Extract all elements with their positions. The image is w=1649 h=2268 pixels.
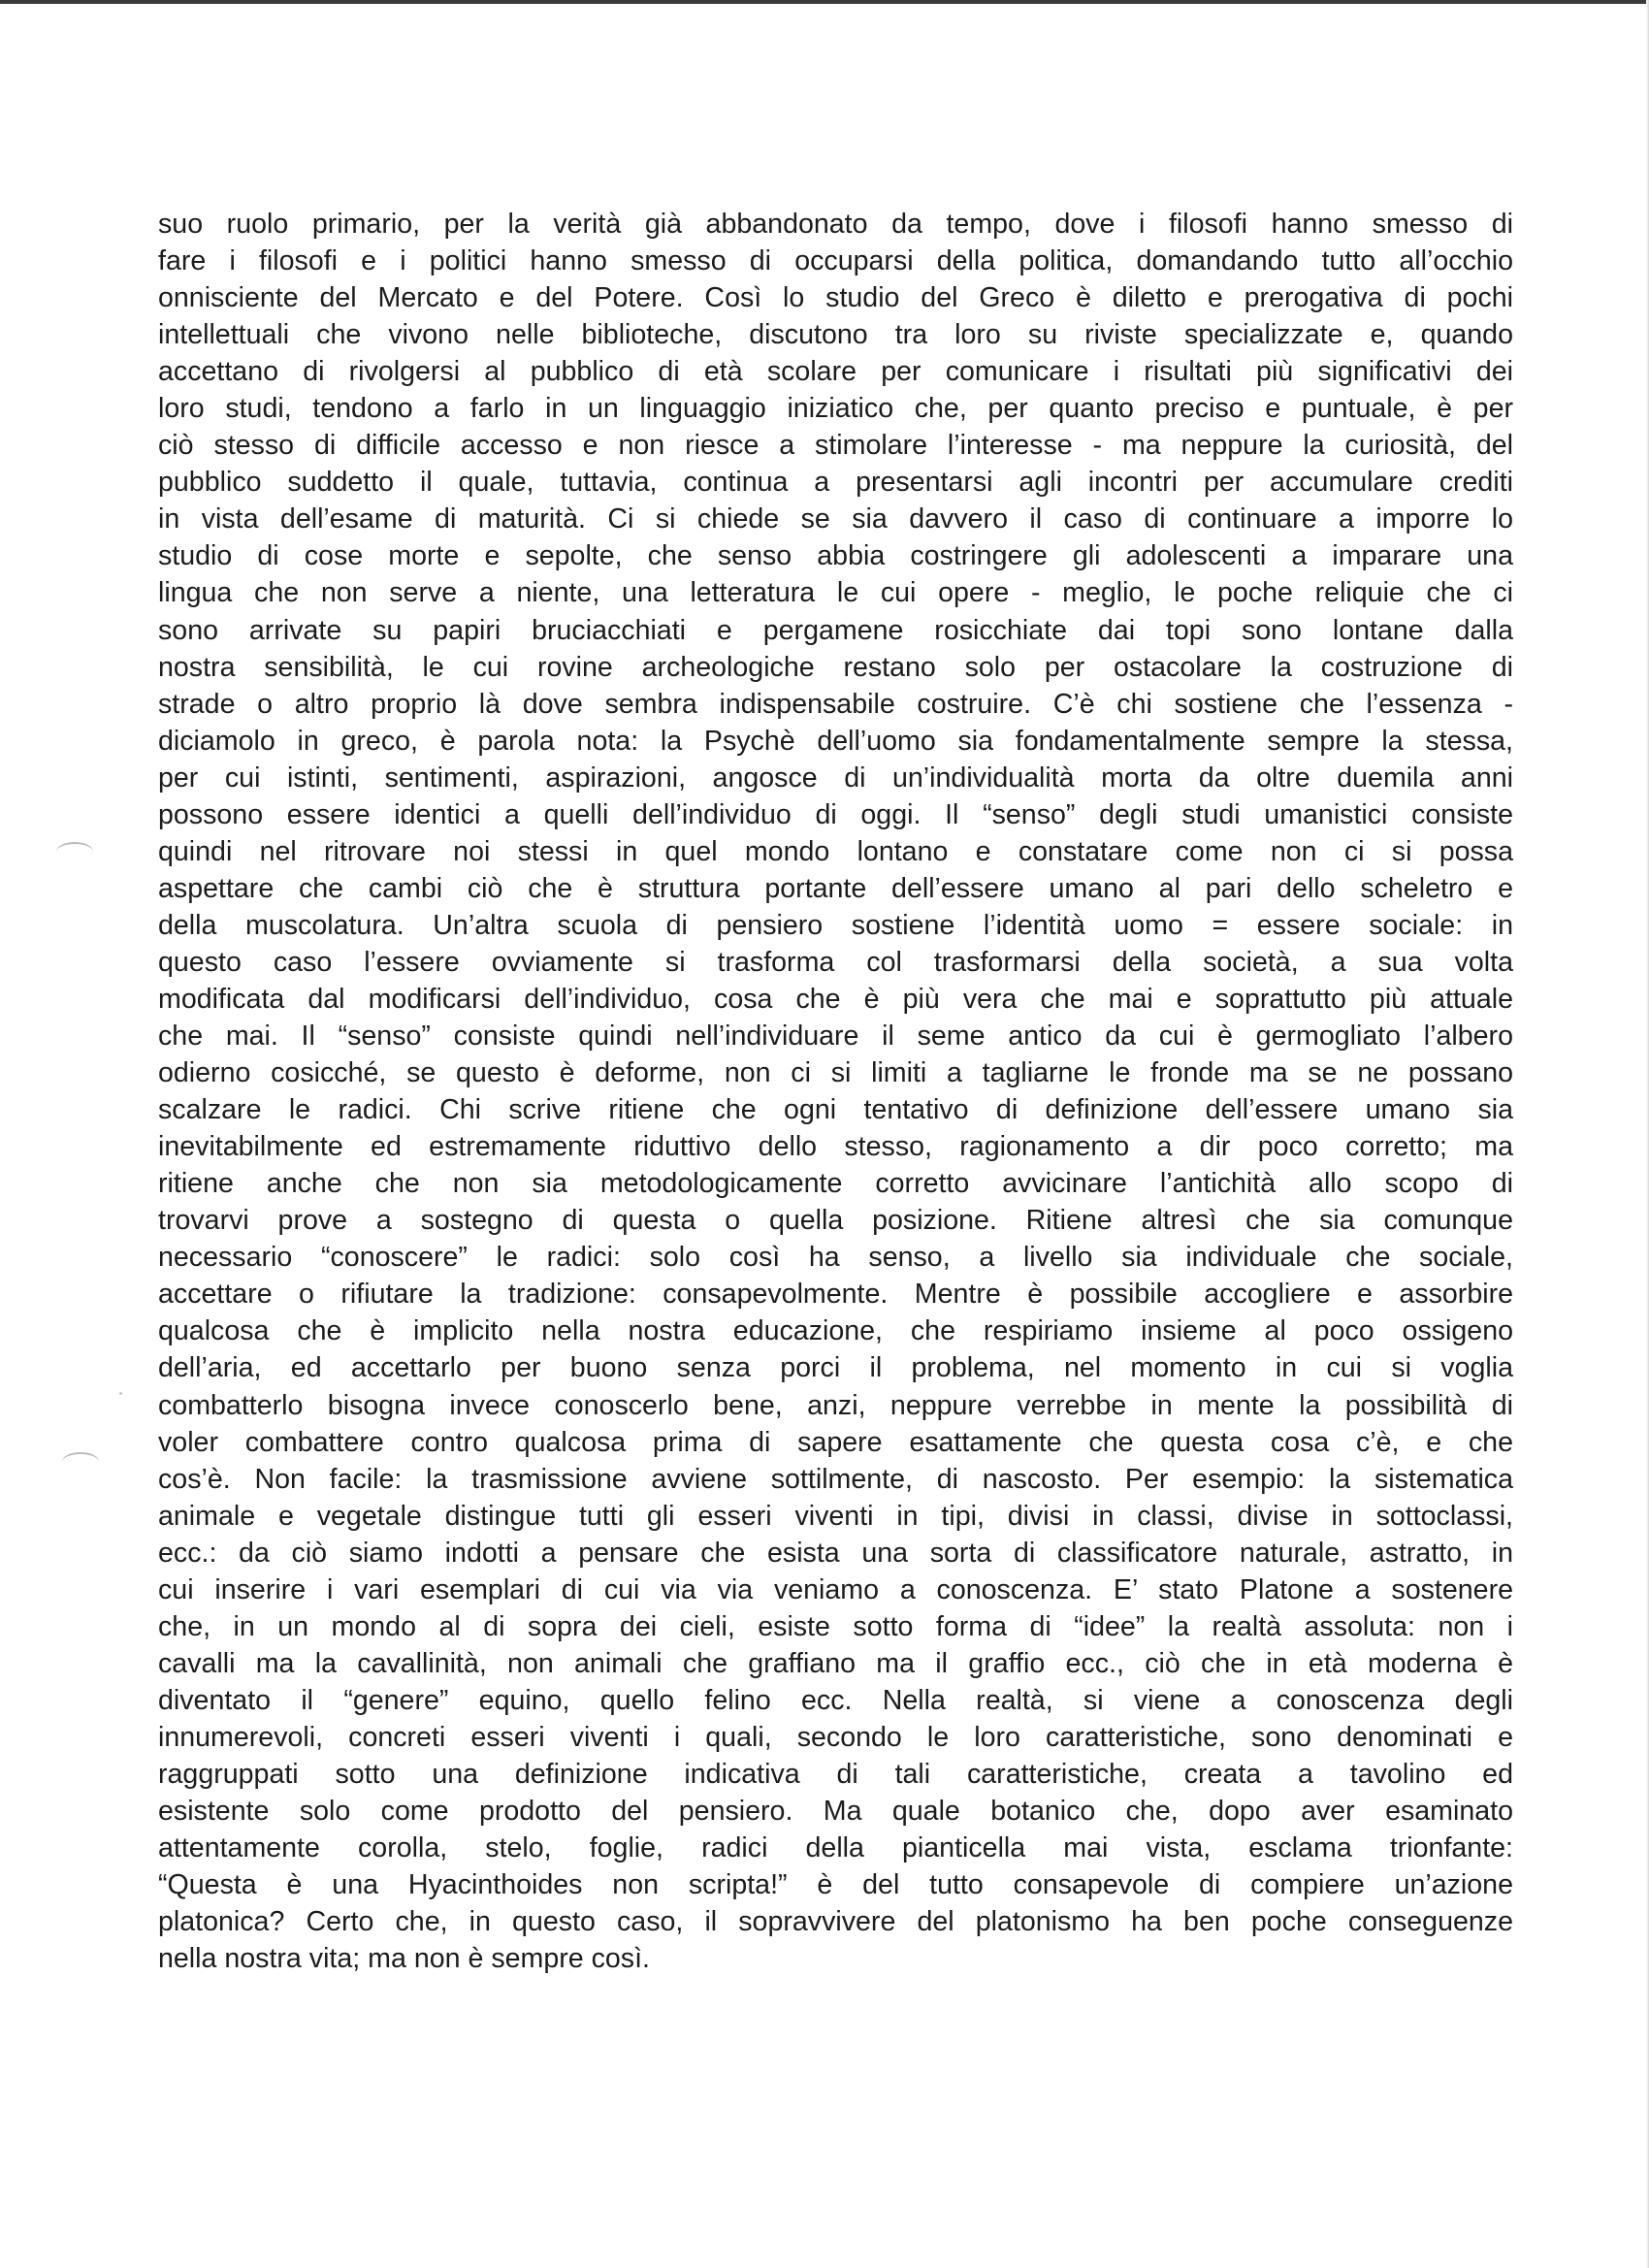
text-line: cavalli ma la cavallinità, non animali che graffiano ma il graffio ecc., ciò che in età moderna è	[158, 1647, 1513, 1679]
text-line: aspettare che cambi ciò che è struttura portante dell’essere umano al pari dello scheletro e	[158, 872, 1513, 904]
scan-speck	[119, 1392, 122, 1395]
text-line: in vista dell’esame di maturità. Ci si chiede se sia davvero il caso di continuare a imporre lo	[158, 503, 1513, 535]
text-line: voler combattere contro qualcosa prima di sapere esattamente che questa cosa c’è, e che	[158, 1426, 1513, 1458]
scan-edge-top	[0, 0, 1649, 4]
text-line: che, in un mondo al di sopra dei cieli, esiste sotto forma di “idee” la realtà assoluta: non i	[158, 1610, 1513, 1642]
text-line: sono arrivate su papiri bruciacchiati e pergamene rosicchiate dai topi sono lontane dalla	[158, 614, 1513, 646]
text-line: nostra sensibilità, le cui rovine archeologiche restano solo per ostacolare la costruzione di	[158, 651, 1513, 683]
text-line: della muscolatura. Un’altra scuola di pensiero sostiene l’identità uomo = essere sociale: in	[158, 909, 1513, 941]
text-line: quindi nel ritrovare noi stessi in quel mondo lontano e constatare come non ci si possa	[158, 835, 1513, 867]
text-line: possono essere identici a quelli dell’individuo di oggi. Il “senso” degli studi umanistici consiste	[158, 798, 1513, 830]
text-line: studio di cose morte e sepolte, che senso abbia costringere gli adolescenti a imparare una	[158, 540, 1513, 572]
text-line: fare i filosofi e i politici hanno smesso di occuparsi della politica, domandando tutto all’occhio	[158, 245, 1513, 277]
text-line: trovarvi prove a sostegno di questa o quella posizione. Ritiene altresì che sia comunque	[158, 1205, 1513, 1237]
text-line: animale e vegetale distingue tutti gli esseri viventi in tipi, divisi in classi, divise in sottoclassi,	[158, 1500, 1513, 1532]
text-line: cos’è. Non facile: la trasmissione avviene sottilmente, di nascosto. Per esempio: la sistematica	[158, 1463, 1513, 1495]
text-line: attentamente corolla, stelo, foglie, radici della pianticella mai vista, esclama trionfante:	[158, 1832, 1513, 1864]
text-line: onnisciente del Mercato e del Potere. Così lo studio del Greco è diletto e prerogativa di pochi	[158, 282, 1513, 314]
text-line: lingua che non serve a niente, una letteratura le cui opere - meglio, le poche reliquie che ci	[158, 577, 1513, 609]
text-line: loro studi, tendono a farlo in un linguaggio iniziatico che, per quanto preciso e puntuale, è per	[158, 393, 1513, 425]
text-line: necessario “conoscere” le radici: solo così ha senso, a livello sia individuale che sociale,	[158, 1242, 1513, 1274]
text-line: raggruppati sotto una definizione indicativa di tali caratteristiche, creata a tavolino ed	[158, 1758, 1513, 1790]
text-line: diciamolo in greco, è parola nota: la Psychè dell’uomo sia fondamentalmente sempre la stessa,	[158, 725, 1513, 757]
text-line: cui inserire i vari esemplari di cui via via veniamo a conoscenza. E’ stato Platone a sostenere	[158, 1573, 1513, 1605]
text-line: che mai. Il “senso” consiste quindi nell’individuare il seme antico da cui è germogliato l’albero	[158, 1021, 1513, 1053]
text-line: questo caso l’essere ovviamente si trasforma col trasformarsi della società, a sua volta	[158, 946, 1513, 978]
punch-hole-mark	[62, 1452, 99, 1472]
text-line: innumerevoli, concreti esseri viventi i quali, secondo le loro caratteristiche, sono denominati e	[158, 1721, 1513, 1753]
text-line: suo ruolo primario, per la verità già abbandonato da tempo, dove i filosofi hanno smesso di	[158, 209, 1513, 240]
text-line: modificata dal modificarsi dell’individuo, cosa che è più vera che mai e soprattutto più attuale	[158, 983, 1513, 1015]
punch-hole-mark	[56, 842, 93, 861]
text-line: accettare o rifiutare la tradizione: consapevolmente. Mentre è possibile accogliere e assorbire	[158, 1279, 1513, 1311]
text-line: scalzare le radici. Chi scrive ritiene che ogni tentativo di definizione dell’essere umano sia	[158, 1094, 1513, 1126]
text-line: inevitabilmente ed estremamente riduttivo dello stesso, ragionamento a dir poco corretto; ma	[158, 1131, 1513, 1163]
text-line: platonica? Certo che, in questo caso, il sopravvivere del platonismo ha ben poche conseguenze	[158, 1906, 1513, 1938]
text-line: nella nostra vita; ma non è sempre così.	[158, 1943, 650, 1975]
text-line: “Questa è una Hyacinthoides non scripta!” è del tutto consapevole di compiere un’azione	[158, 1869, 1513, 1901]
text-line: pubblico suddetto il quale, tuttavia, continua a presentarsi agli incontri per accumulare crediti	[158, 467, 1513, 499]
text-line: diventato il “genere” equino, quello felino ecc. Nella realtà, si viene a conoscenza degli	[158, 1684, 1513, 1716]
text-line: ritiene anche che non sia metodologicamente corretto avvicinare l’antichità allo scopo di	[158, 1168, 1513, 1200]
text-line: ciò stesso di difficile accesso e non riesce a stimolare l’interesse - ma neppure la curiosità, del	[158, 430, 1513, 462]
text-line: odierno cosicché, se questo è deforme, non ci si limiti a tagliarne le fronde ma se ne possano	[158, 1057, 1513, 1089]
text-line: qualcosa che è implicito nella nostra educazione, che respiriamo insieme al poco ossigeno	[158, 1315, 1513, 1347]
text-line: esistente solo come prodotto del pensiero. Ma quale botanico che, dopo aver esaminato	[158, 1796, 1513, 1828]
text-line: accettano di rivolgersi al pubblico di età scolare per comunicare i risultati più significativi dei	[158, 356, 1513, 388]
text-line: strade o altro proprio là dove sembra indispensabile costruire. C’è chi sostiene che l’essenza -	[158, 688, 1513, 720]
text-line: combatterlo bisogna invece conoscerlo bene, anzi, neppure verrebbe in mente la possibilità di	[158, 1389, 1513, 1421]
text-line: dell’aria, ed accettarlo per buono senza porci il problema, nel momento in cui si voglia	[158, 1352, 1513, 1384]
document-body	[158, 206, 1513, 1977]
text-line: per cui istinti, sentimenti, aspirazioni, angosce di un’individualità morta da oltre duemila anni	[158, 761, 1513, 794]
text-line: ecc.: da ciò siamo indotti a pensare che esista una sorta di classificatore naturale, astratto, in	[158, 1537, 1513, 1569]
text-line: intellettuali che vivono nelle biblioteche, discutono tra loro su riviste specializzate e, quando	[158, 319, 1513, 351]
